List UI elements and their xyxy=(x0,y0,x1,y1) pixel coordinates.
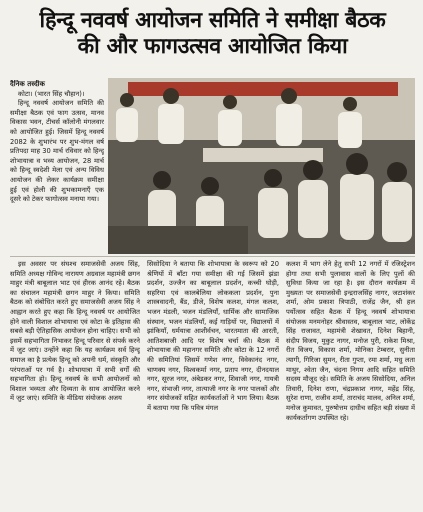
meeting-photo-graphic xyxy=(108,78,415,254)
headline-line-2: की और फागउत्सव आयोजित किया xyxy=(77,34,348,59)
meeting-photo xyxy=(108,78,415,254)
column-2-text: सिसोदिया ने बताया कि शोभायात्रा के स्वरूप को 20 श्रेणियों में बाँटा गया समीक्षा की गई जिसमें झंडा प्रदर्शन, उज्जैन का बाबूलाल प्रदर्शन, कच्ची घोड़ी, सहरिया एवं कालबेलिया लोककला प्रदर्शन, पुना शास्त्रवादनी, बैंड, डीजे, विशेष कलश, मंगल कलश, भजन मंडली, भजन मंडलियाँ, धार्मिक और सामाजिक संस्थान, भजन मंडलियाँ, कई गाड़ियों पर, विद्यालयों में झांकियाँ, धर्मयात्रा आशीर्वचन, भारतमाता की आरती, आतिशबाजी आदि पर विशेष चर्चा की। बैठक में शोभायात्रा की महानगर समिति और कोटा के 12 नगरों की समितियां जिसमें गणेश नगर, विवेकानंद नगर, चाणक्य नगर, विश्वकर्मा नगर, प्रताप नगर, दीनदयाल नगर, सूरज नगर, अंबेडकर नगर, शिवाजी नगर, गायत्री नगर, संभाजी नगर, तात्याजी नगर के नगर पालकों और नगर संयोजकों सहित कार्यकर्ताओं ने भाग लिया। बैठक में बताया गया कि पवित्र मंगल xyxy=(147,260,279,412)
column-1 xyxy=(10,260,140,505)
headline-line-1: हिन्दू नववर्ष आयोजन समिति ने समीक्षा बैठक xyxy=(39,8,386,33)
divider xyxy=(10,256,415,257)
intro-place: कोटा। (भारत सिंह चौहान)। xyxy=(18,89,85,98)
column-2 xyxy=(147,260,279,505)
intro-column xyxy=(10,80,104,252)
intro-text: हिन्दू नववर्ष आयोजन समिति की समीक्षा बैठक एवं फाग उत्सव, मानव विकास भवन, टीचर्स कॉलोनी मंगलवार को आयोजित हुई। जिसमें हिन्दू नववर्ष 2082 के शुभारंभ पर शुभ-मंगल वर्ष प्रतिपदा माह 30 मार्च रविवार को हिन्दू शोभायात्रा व भव्य आयोजन, 28 मार्च को हिन्दू स्वदेशी मेला एवं अन्य विविध आयोजन की लेकर कार्यक्रम समीक्षा हुई एवं होली की शुभकामनाएँ एक दूसरे को टेकर फागोत्सव मनाया गया। xyxy=(10,99,104,204)
column-3-text: कलश में भाग लेने हेतु सभी 12 नगरों में रजिस्ट्रेशन होगा तथा सभी पुलावास वालों के लिए पुलों की सुविधा किया जा रहा है। इस दौरान कार्यक्रम में मुख्यतः पर समाजसेवी इन्द्रराजसिंह नागर, जटाशंकर शर्मा, ओम प्रकाश त्रिपाठी, राजेंद्र जैन, श्री हल पर्योत्सव सहित बैठक में हिन्दू नववर्ष शोभायात्रा संयोजक मनमनोहर श्रीवास्तव, बाबूलाल भाट, लोकेंद्र सिंह राजावत, महामंत्री शेखावत, दिनेश बिहानी, संदीप विजय, मुकुट नागर, मनोज पुरी, राकेश मिश्रा, रीत विजय, विकास शर्मा, मोनिका टेम्बरार, सुनीता त्यागी, गिरिजा सुमन, रीता गुप्ता, रमा शर्मा, मधु लता माथुर, श्वेता जैन, चंदना निगम आदि सहित समिति सदस्य मौजूद रहे। समिति के अजय सिसोदिया, अनिल तिवारी, दिनेश राणा, चंद्रप्रकाश नागर, महेंद्र सिंह, सुरेश राणा, राजीव शर्मा, ताराचंद मालव, अनिल शर्मा, मनोज कुमावत, पुरुषोत्तम दाधीच सहित बड़ी संख्या में कार्यकर्तागण उपस्थित रहे। xyxy=(286,260,415,422)
byline: दैनिक तस्दीक xyxy=(10,80,45,88)
column-3 xyxy=(286,260,415,505)
headline xyxy=(10,8,415,60)
column-1-text: इस अवसर पर संघश्च समाजसेवी अजय सिंह, समिति अध्यक्ष गोविन्द नारायण अग्रवाल महामंत्री छगन माहुर मंत्री बाबूलाल भाट एवं हीरक आनंद रहे। बैठक का संचालन महामंत्री छगन माहुर ने किया। समिति बैठक को संबोधित करते हुए समाजसेवी अजय सिंह ने आह्वान करते हुए कहा कि हिन्दू नववर्ष पर आयोजित होने वाली विशाल शोभायात्रा एवं कोटा के इतिहास की सबसे बड़ी ऐतिहासिक आयोजन होना चाहिए। सभी को इसमें सहभागिता निभाकर हिन्दू परिवार से संपर्क करने में जुट जाएं। उन्होंने कहा कि यह कार्यक्रम सर्व हिन्दू समाज का है प्रत्येक हिन्दू को अपनी धर्म, संस्कृति और परंपराओं पर गर्व है। शोभायात्रा में सभी वर्गों की सहभागिता हो। हिन्दू नववर्ष के सभी आयोजनों को विशाल भव्यता और दिव्यता के साथ आयोजित करने में जुट जाएं। समिति के मीडिया संयोजक अजय xyxy=(10,260,140,403)
